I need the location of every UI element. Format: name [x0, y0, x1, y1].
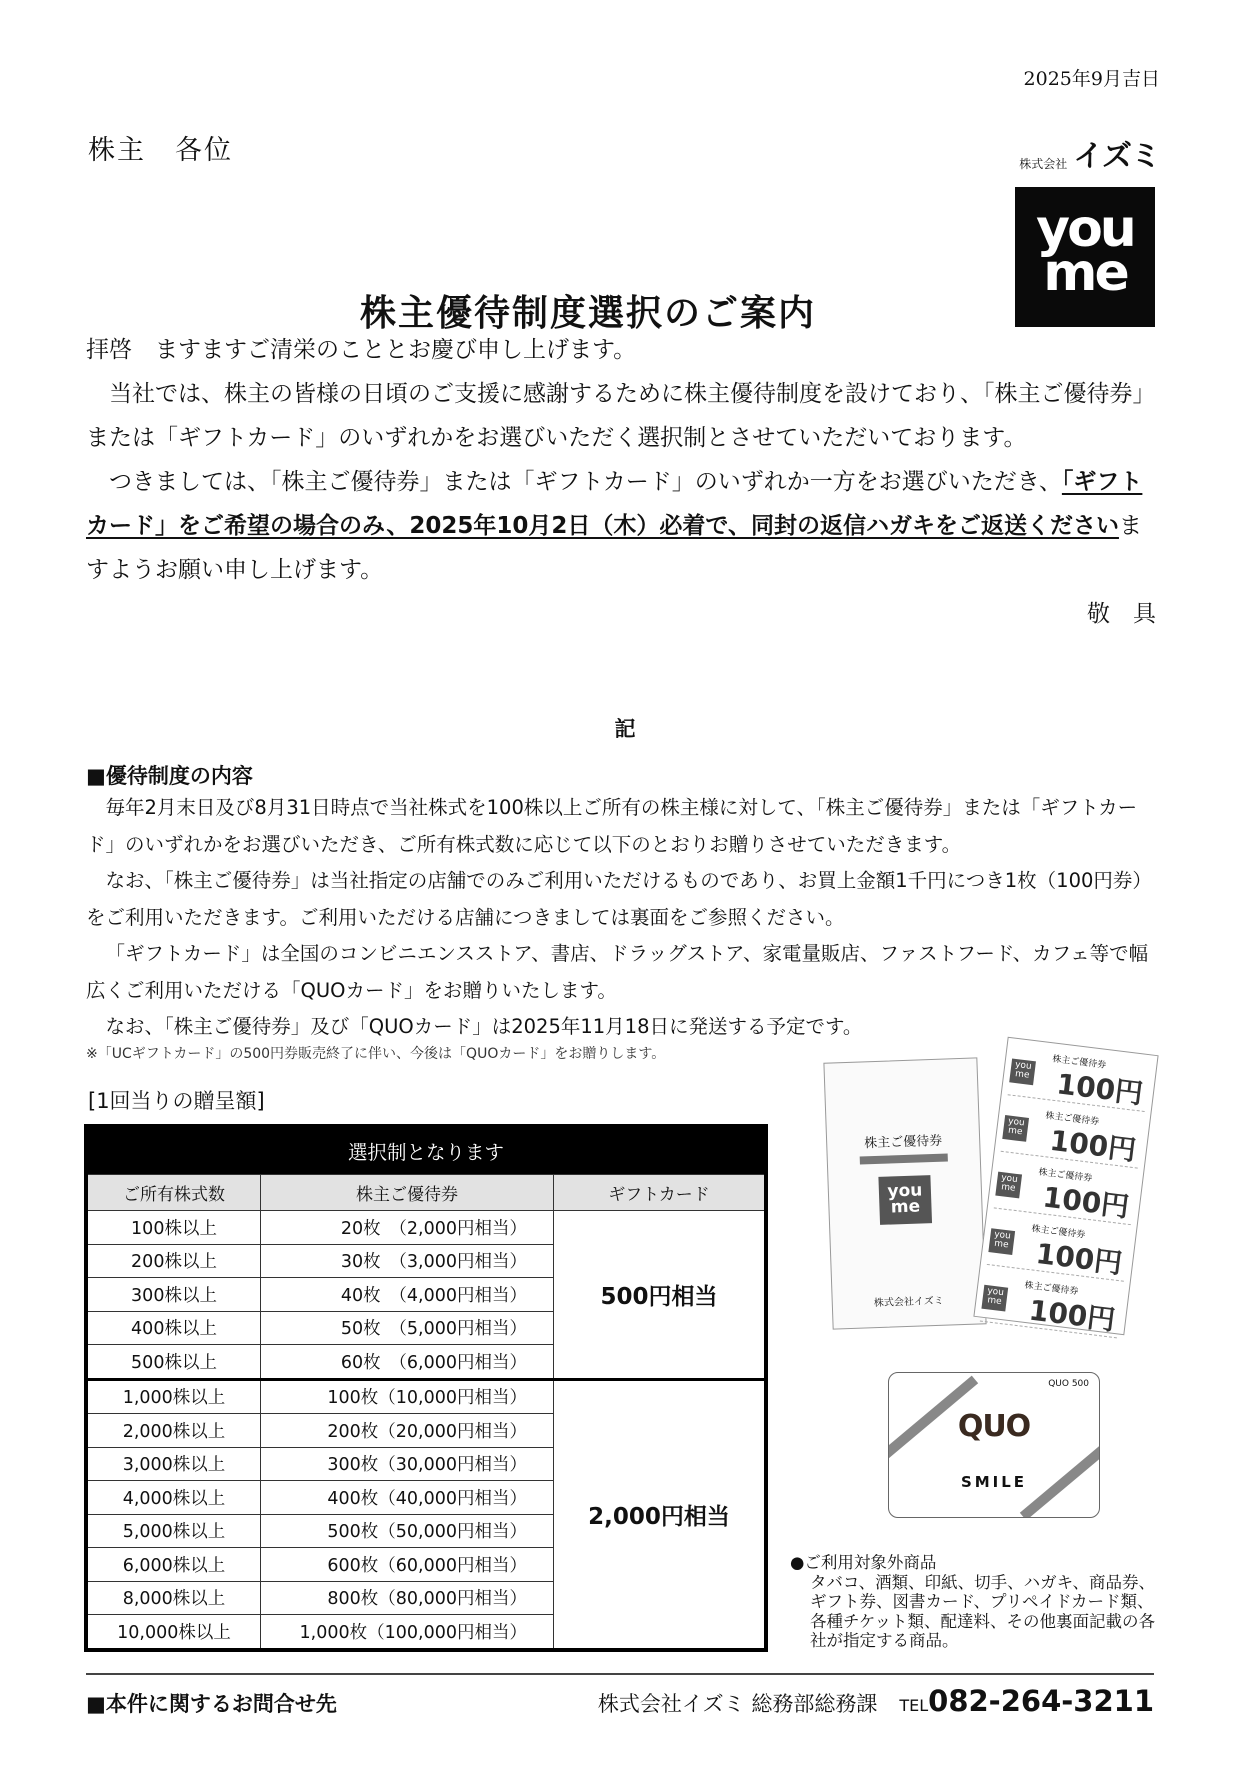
benefit-table: [84, 1124, 768, 1652]
table-band-header: 選択制となります: [86, 1126, 766, 1175]
shares-cell: 200株以上: [86, 1244, 261, 1278]
quo-smile-text: SMILE: [960, 1473, 1028, 1491]
section-heading: ■優待制度の内容: [86, 764, 253, 788]
coupon-cell: 500枚（50,000円相当）: [261, 1514, 554, 1548]
coupon-cell: 60枚 （6,000円相当）: [261, 1345, 554, 1380]
shares-cell: 6,000株以上: [86, 1548, 261, 1582]
ticket: you me 株主ご優待券 100円: [1001, 1103, 1144, 1168]
coupon-cell: 20枚 （2,000円相当）: [261, 1211, 554, 1245]
ticket: you me 株主ご優待券 100円: [987, 1216, 1130, 1281]
document-date: 2025年9月吉日: [1023, 68, 1160, 90]
coupon-cell: 300枚（30,000円相当）: [261, 1447, 554, 1481]
section-paragraph-1: 毎年2月末日及び8月31日時点で当社株式を100株以上ご所有の株主様に対して、「株主ご優待券」または「ギフトカード」のいずれかをお選びいただき、ご所有株式数に応じて以下のとおりお贈りさせていただきます。: [86, 796, 1138, 856]
coupon-cell: 200枚（20,000円相当）: [261, 1414, 554, 1448]
column-header-coupons: 株主ご優待券: [261, 1175, 554, 1211]
shares-cell: 5,000株以上: [86, 1514, 261, 1548]
quo-corner-mark: QUO 500: [1048, 1379, 1089, 1389]
table-caption: [1回当りの贈呈額]: [88, 1089, 265, 1113]
shares-cell: 3,000株以上: [86, 1447, 261, 1481]
shares-cell: 2,000株以上: [86, 1414, 261, 1448]
excluded-items-heading: ●ご利用対象外商品: [790, 1553, 937, 1572]
column-header-shares: ご所有株式数: [86, 1175, 261, 1211]
coupon-cell: 1,000枚（100,000円相当）: [261, 1615, 554, 1650]
shares-cell: 500株以上: [86, 1345, 261, 1380]
quo-card-image: [888, 1372, 1100, 1518]
ticket: you me 株主ご優待券 100円: [980, 1273, 1123, 1338]
booklet-company: 株式会社イズミ: [873, 1295, 944, 1310]
section-paragraph-4: なお、「株主ご優待券」及び「QUOカード」は2025年11月18日に発送する予定です。: [105, 1015, 863, 1038]
letter-paragraph-1: 当社では、株主の皆様の日頃のご支援に感謝するために株主優待制度を設けており、「株主ご優待券」または「ギフトカード」のいずれかをお選びいただく選択制とさせていただいております。: [86, 381, 1156, 451]
shares-cell: 400株以上: [86, 1311, 261, 1345]
footnote: ※「UCギフトカード」の500円券販売終了に伴い、今後は「QUOカード」をお贈りします。: [86, 1046, 666, 1062]
shares-cell: 4,000株以上: [86, 1481, 261, 1515]
section-paragraph-2: なお、「株主ご優待券」は当社指定の店舗でのみご利用いただけるものであり、お買上金額1千円につき1枚（100円券）をご利用いただきます。ご利用いただける店舗につきましては裏面をご参照ください。: [86, 869, 1152, 929]
coupon-cell: 50枚 （5,000円相当）: [261, 1311, 554, 1345]
section-body: [86, 790, 1156, 1046]
contact-info: [598, 1684, 1154, 1718]
table-row: [86, 1211, 766, 1245]
coupon-cell: 600枚（60,000円相当）: [261, 1548, 554, 1582]
booklet-bar: [860, 1153, 948, 1164]
coupon-cell: 40枚 （4,000円相当）: [261, 1278, 554, 1312]
ki-marker: 記: [614, 717, 636, 741]
booklet-title: 株主ご優待券: [863, 1133, 943, 1152]
contact-heading: ■本件に関するお問合せ先: [86, 1692, 337, 1716]
letter-paragraph-2: [86, 460, 1156, 592]
reply-instruction-emphasis: 「ギフトカード」をご希望の場合のみ、2025年10月2日（木）必着で、同封の返信ハガキをご返送ください: [86, 469, 1143, 539]
company-prefix: 株式会社: [1019, 157, 1068, 171]
addressee: 株主 各位: [88, 135, 233, 166]
youme-brand-logo: [1015, 187, 1155, 327]
tel-label: TEL: [899, 1696, 929, 1715]
coupon-cell: 30枚 （3,000円相当）: [261, 1244, 554, 1278]
shares-cell: 1,000株以上: [86, 1379, 261, 1414]
booklet-youme-logo: you me: [878, 1175, 932, 1225]
coupon-cell: 400枚（40,000円相当）: [261, 1481, 554, 1515]
brand-logo-line2: me: [1043, 243, 1127, 303]
coupon-cell: 100枚（10,000円相当）: [261, 1379, 554, 1414]
ticket: you me 株主ご優待券 100円: [994, 1160, 1137, 1225]
giftcard-cell-group1: 500円相当: [554, 1211, 767, 1380]
shares-cell: 300株以上: [86, 1278, 261, 1312]
para2-pre: つきましては、「株主ご優待券」または「ギフトカード」のいずれか一方をお選びいただき、: [109, 469, 1062, 495]
para2-post: ますようお願い申し上げます。: [86, 513, 1142, 583]
shares-cell: 100株以上: [86, 1211, 261, 1245]
tel-number: 082-264-3211: [928, 1684, 1154, 1718]
brand-logo-line1: you: [1036, 199, 1134, 259]
column-header-giftcard: ギフトカード: [554, 1175, 767, 1211]
section-paragraph-3: 「ギフトカード」は全国のコンビニエンスストア、書店、ドラッグストア、家電量販店、ファストフード、カフェ等で幅広くご利用いただける「QUOカード」をお贈りいたします。: [86, 942, 1149, 1002]
shares-cell: 8,000株以上: [86, 1581, 261, 1615]
closing: 敬 具: [1087, 601, 1156, 627]
coupon-cell: 800枚（80,000円相当）: [261, 1581, 554, 1615]
giftcard-cell-group2: 2,000円相当: [554, 1379, 767, 1650]
greeting: 拝啓 ますますご清栄のこととお慶び申し上げます。: [86, 337, 637, 363]
company-logo-text: イズミ: [1073, 139, 1160, 174]
quo-logo: QUO: [957, 1409, 1031, 1444]
excluded-items-note: [790, 1553, 1170, 1651]
table-row: [86, 1379, 766, 1414]
coupon-tickets-image: [973, 1037, 1158, 1335]
company-logo: [1019, 139, 1160, 174]
page-title: 株主優待制度選択のご案内: [360, 293, 817, 334]
shares-cell: 10,000株以上: [86, 1615, 261, 1650]
excluded-items-list: タバコ、酒類、印紙、切手、ハガキ、商品券、ギフト券、図書カード、プリペイドカード類、各種チケット類、配達料、その他裏面記載の各社が指定する商品。: [810, 1572, 1156, 1650]
contact-department: 株式会社イズミ 総務部総務課: [597, 1692, 878, 1716]
ticket: you me 株主ご優待券 100円: [1008, 1047, 1151, 1112]
coupon-booklet-image: [823, 1057, 986, 1329]
footer-divider: [86, 1673, 1154, 1675]
letter-body: [86, 328, 1156, 636]
